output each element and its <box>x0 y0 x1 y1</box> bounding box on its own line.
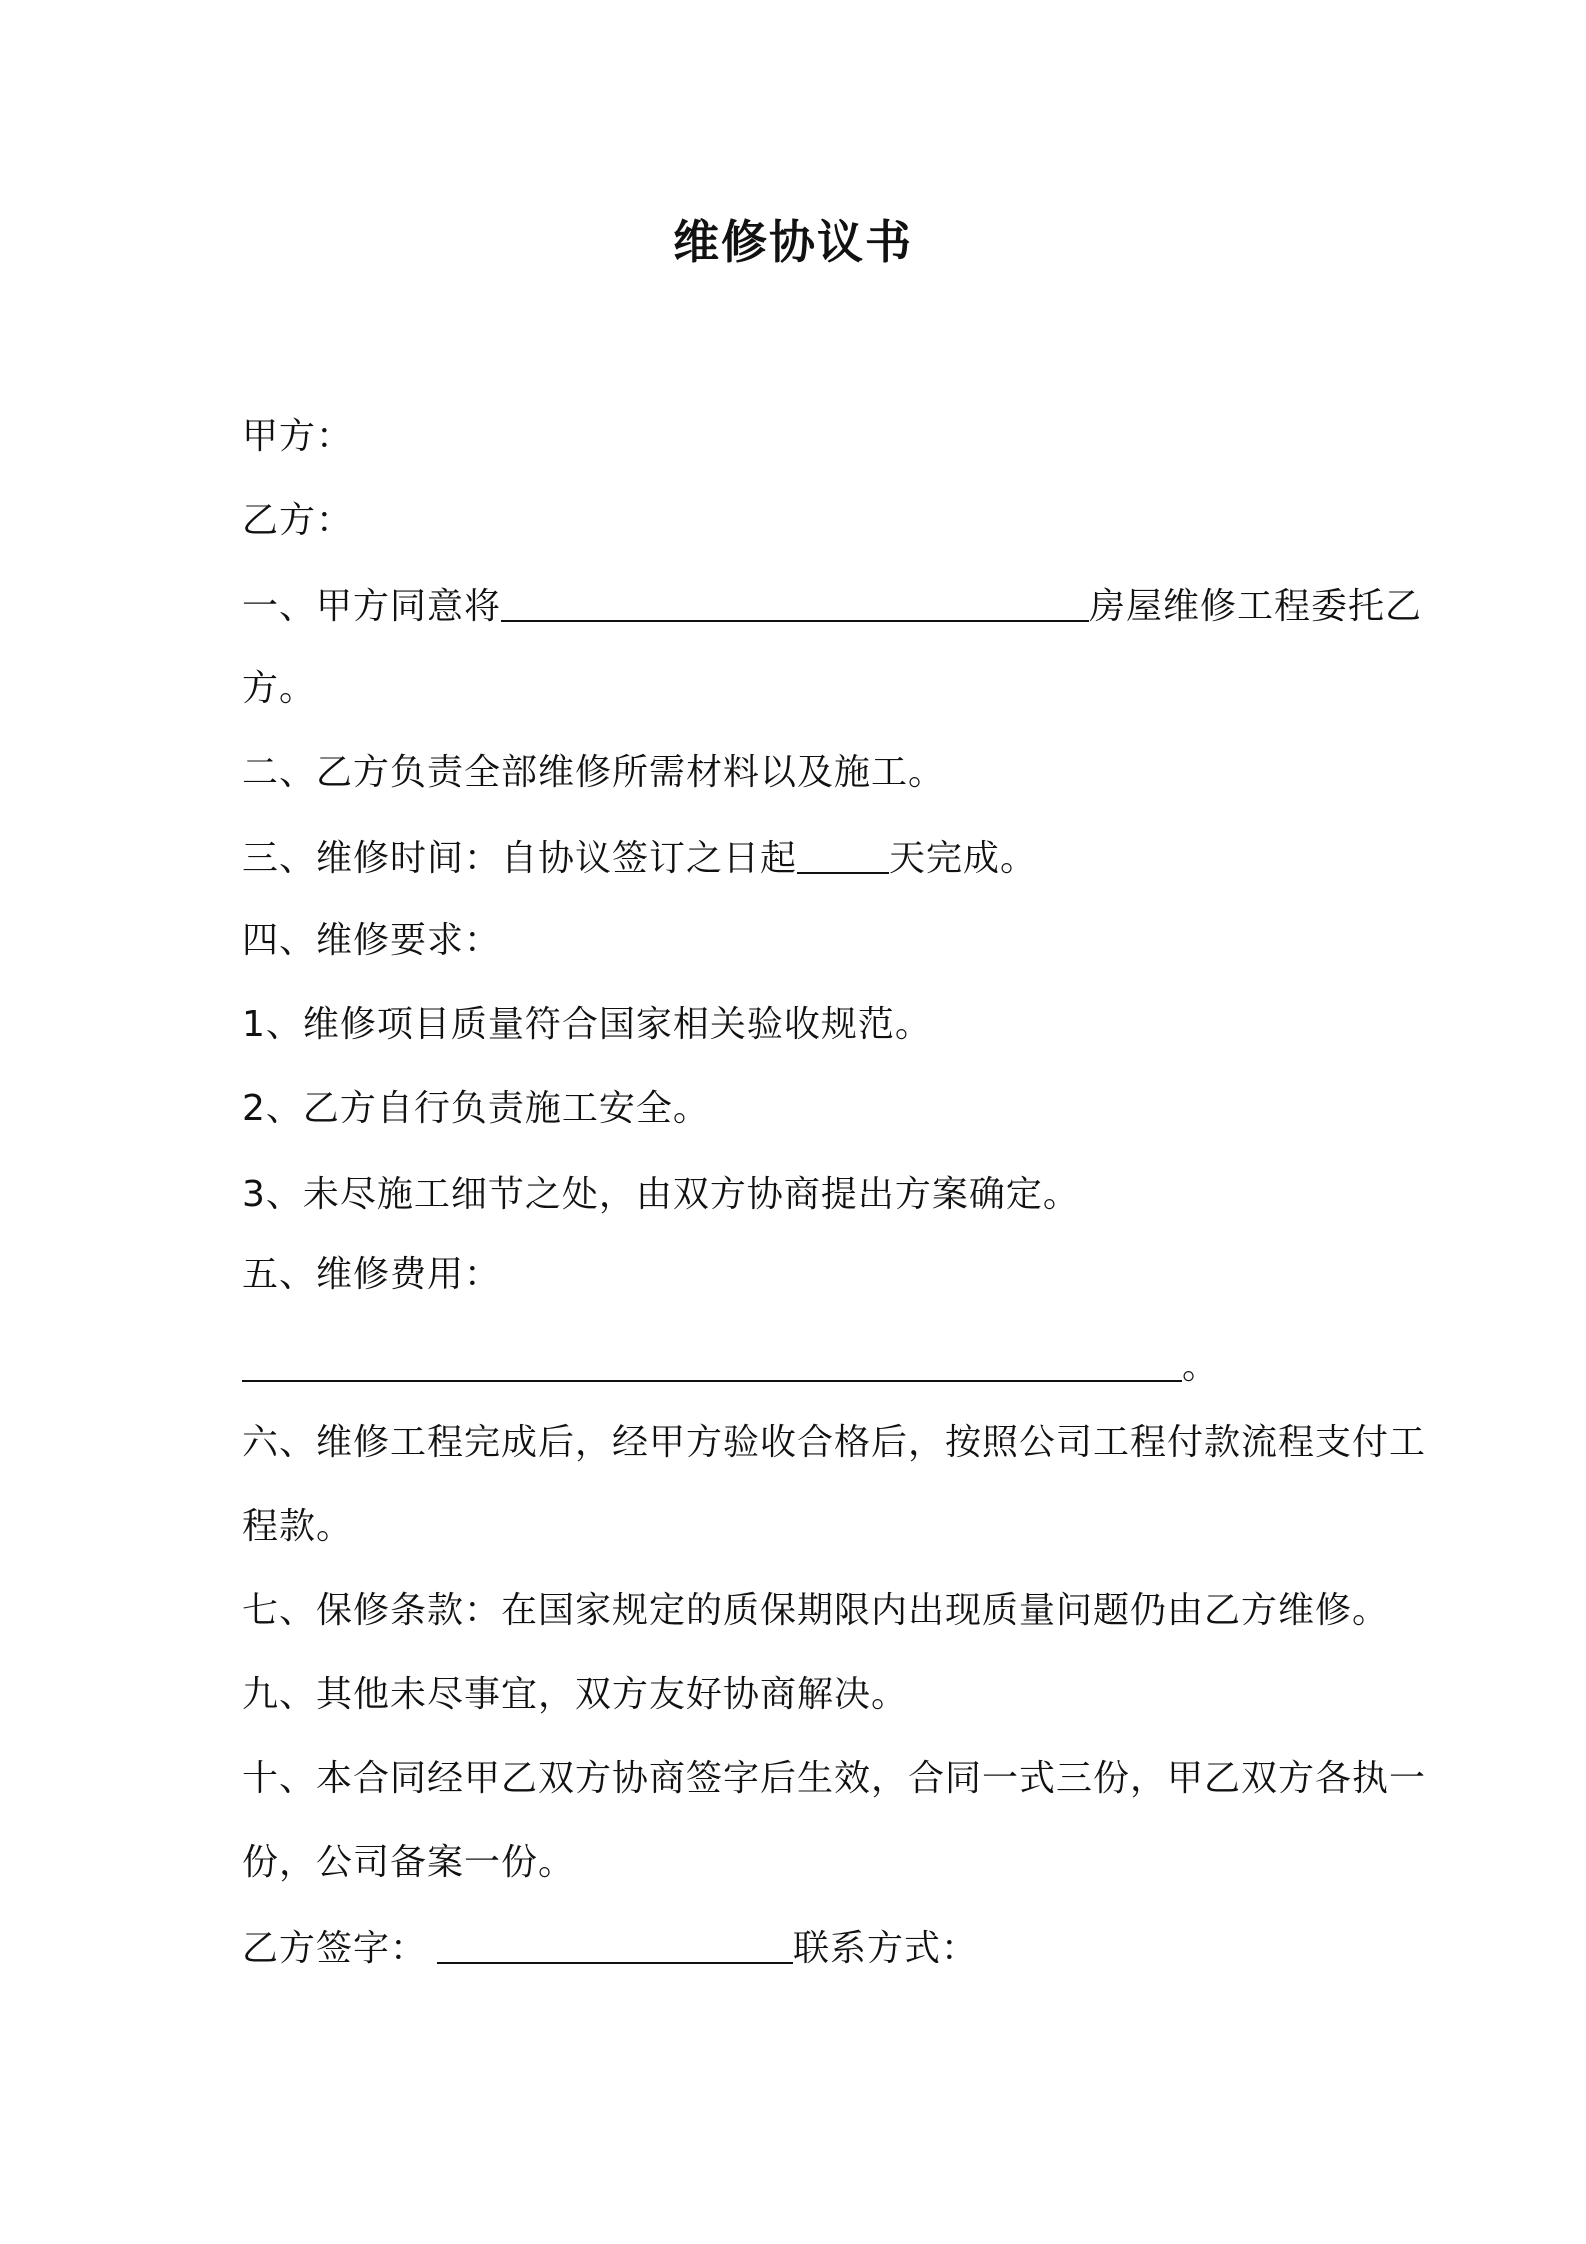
fee-blank[interactable] <box>242 1340 1182 1382</box>
clause-6-continuation <box>242 1502 353 1552</box>
fee-line-end: 。 <box>1182 1346 1220 1387</box>
clause-10-cont-text: 份，公司备案一份。 <box>242 1842 576 1883</box>
clause-6-text: 六、维修工程完成后，经甲方验收合格后，按照公司工程付款流程支付工 <box>242 1422 1427 1463</box>
clause-5-line <box>242 1250 501 1300</box>
requirement-2-text: 2、乙方自行负责施工安全。 <box>242 1088 710 1129</box>
clause-1-cont-text: 方。 <box>242 668 317 709</box>
clause-4-line <box>242 916 501 966</box>
clause-10-continuation <box>242 1838 575 1888</box>
document-title: 维修协议书 <box>673 215 913 269</box>
requirement-1-text: 1、维修项目质量符合国家相关验收规范。 <box>242 1004 932 1045</box>
clause-7-text: 七、保修条款：在国家规定的质保期限内出现质量问题仍由乙方维修。 <box>242 1590 1390 1631</box>
clause-4-text: 四、维修要求： <box>242 920 502 961</box>
clause-6-line <box>242 1418 1426 1468</box>
contact-label: 联系方式： <box>793 1928 979 1969</box>
signature-line <box>242 1922 978 1974</box>
requirement-1-line <box>242 1000 932 1050</box>
clause-7-line <box>242 1586 1389 1636</box>
fee-line <box>242 1340 1219 1392</box>
clause-9-text: 九、其他未尽事宜，双方友好协商解决。 <box>242 1674 909 1715</box>
party-b-line <box>242 496 353 546</box>
clause-3-prefix: 三、维修时间：自协议签订之日起 <box>242 838 798 879</box>
party-a-line <box>242 412 353 462</box>
requirement-3-text: 3、未尽施工细节之处，由双方协商提出方案确定。 <box>242 1174 1080 1215</box>
clause-10-line <box>242 1754 1426 1804</box>
property-name-blank[interactable] <box>501 580 1089 622</box>
clause-1-suffix: 房屋维修工程委托乙 <box>1089 586 1423 627</box>
party-b-label: 乙方： <box>242 500 354 541</box>
clause-1-prefix: 一、甲方同意将 <box>242 586 502 627</box>
clause-1-continuation <box>242 664 316 714</box>
signature-label: 乙方签字： <box>242 1928 428 1969</box>
clause-5-text: 五、维修费用： <box>242 1254 502 1295</box>
clause-9-line <box>242 1670 908 1720</box>
clause-3-line <box>242 832 1037 884</box>
days-blank[interactable] <box>797 832 889 874</box>
clause-1-line <box>242 580 1422 632</box>
party-a-label: 甲方： <box>242 416 354 457</box>
clause-3-suffix: 天完成。 <box>889 838 1038 879</box>
requirement-2-line <box>242 1084 710 1134</box>
clause-6-cont-text: 程款。 <box>242 1506 354 1547</box>
clause-2-text: 二、乙方负责全部维修所需材料以及施工。 <box>242 752 946 793</box>
clause-2-line <box>242 748 945 798</box>
signature-blank[interactable] <box>437 1922 793 1964</box>
requirement-3-line <box>242 1170 1080 1220</box>
clause-10-text: 十、本合同经甲乙双方协商签字后生效，合同一式三份，甲乙双方各执一 <box>242 1758 1427 1799</box>
